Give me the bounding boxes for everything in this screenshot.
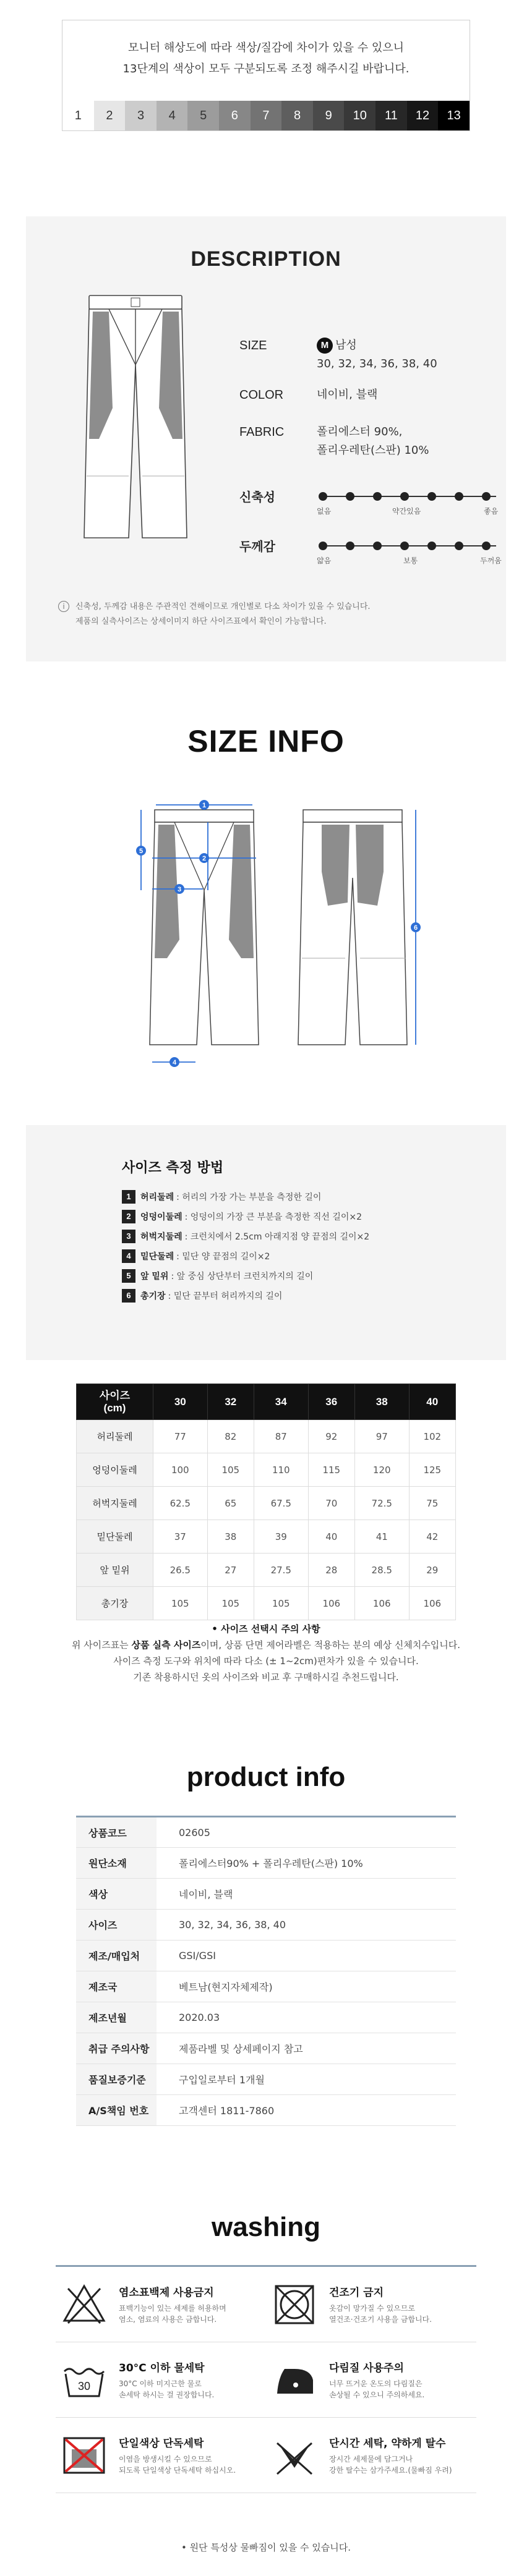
- method-name: 앞 밑위: [140, 1272, 169, 1282]
- product-info-key: 취급 주의사항: [76, 2033, 157, 2064]
- product-info-value: 폴리에스터90% + 폴리우레탄(스판) 10%: [157, 1848, 456, 1879]
- fabric-value: [317, 423, 429, 460]
- washing-item-name: 염소표백제 사용금지: [119, 2287, 214, 2299]
- size-cell: 29: [409, 1554, 455, 1587]
- thickness-label: 두께감: [239, 539, 275, 554]
- size-notes-line-1: [37, 1637, 495, 1653]
- size-cell: 26.5: [153, 1554, 208, 1587]
- measurement-method-item: [122, 1226, 468, 1246]
- size-cell: 70: [308, 1487, 354, 1520]
- monitor-calibration-notice: [62, 20, 470, 131]
- size-cell: 87: [254, 1420, 308, 1453]
- size-column-header: 34: [254, 1384, 308, 1420]
- note-line-1: 신축성, 두께감 내용은 주관적인 견해이므로 개인별로 다소 차이가 있을 수 있습니다.: [75, 602, 371, 611]
- product-info-value: GSI/GSI: [157, 1941, 456, 1971]
- measurement-method-list: [122, 1187, 468, 1306]
- gentle-wash-icon: [270, 2431, 319, 2480]
- fabric-label: FABRIC: [239, 425, 285, 439]
- product-info-key: A/S책임 번호: [76, 2095, 157, 2126]
- washing-item-name: 다림질 사용주의: [329, 2362, 404, 2374]
- product-info-value: 02605: [157, 1817, 456, 1848]
- scale-dot: [427, 492, 436, 501]
- washing-item-desc-2: 강한 탈수는 삼가주세요.(물빠짐 우려): [329, 2466, 452, 2475]
- washing-item-name: 단일색상 단독세탁: [119, 2438, 204, 2450]
- product-info-key: 상품코드: [76, 1817, 157, 1848]
- size-row-label: 허벅지둘레: [77, 1487, 153, 1520]
- size-cell: 27.5: [254, 1554, 308, 1587]
- method-number: 5: [122, 1269, 135, 1283]
- washing-row: [56, 2267, 476, 2342]
- size-notes-line-2: 사이즈 측정 도구와 위치에 따라 다소 (± 1~2cm)편차가 있을 수 있습니다.: [113, 1656, 419, 1667]
- scale-dot: [346, 492, 354, 501]
- washing-item-name: 건조기 금지: [329, 2287, 384, 2299]
- washing-item: [56, 2267, 266, 2342]
- table-row: [77, 1554, 456, 1587]
- size-cell: 102: [409, 1420, 455, 1453]
- washing-item-desc-1: 너무 뜨거운 온도의 다림질은: [329, 2379, 423, 2388]
- product-info-value: 베트남(현지자체제작): [157, 1971, 456, 2002]
- size-notes-title: • 사이즈 선택시 주의 사항: [212, 1623, 320, 1634]
- washing-item-desc-1: 이염을 방생시킬 수 있으므로: [119, 2455, 212, 2463]
- grayscale-strip: [62, 101, 470, 130]
- table-row: [77, 1453, 456, 1487]
- method-name: 총기장: [140, 1291, 166, 1301]
- table-row: [77, 1520, 456, 1554]
- grayscale-step: 8: [281, 101, 313, 130]
- washing-item-desc-2: 되도록 단일색상 단독세탁 하십시오.: [119, 2466, 236, 2475]
- washing-item-desc-1: 30°C 이하 미지근한 물로: [119, 2379, 202, 2388]
- size-value: [317, 336, 437, 373]
- size-cell: 125: [409, 1453, 455, 1487]
- washing-text: [329, 2359, 424, 2400]
- product-info-value: 구입일로부터 1개월: [157, 2064, 456, 2095]
- size-cell: 97: [354, 1420, 409, 1453]
- washing-row: [56, 2418, 476, 2493]
- size-row-label: 엉덩이둘레: [77, 1453, 153, 1487]
- measurement-method-title: 사이즈 측정 방법: [122, 1160, 224, 1176]
- stretch-word-mid: 약간있음: [392, 507, 421, 516]
- method-desc: : 허리의 가장 가는 부분을 측정한 길이: [176, 1192, 322, 1202]
- table-row: [77, 1487, 456, 1520]
- grayscale-step: 11: [375, 101, 407, 130]
- size-info-title: SIZE INFO: [187, 724, 345, 759]
- size-cell: 105: [254, 1587, 308, 1620]
- fabric-line-2: 폴리우레탄(스판) 10%: [317, 444, 429, 457]
- size-cell: 41: [354, 1520, 409, 1554]
- notes-line1-post: 이며, 상품 단면 제어라벨은 적용하는 분의 예상 신체치수입니다.: [200, 1639, 461, 1651]
- grayscale-step: 10: [344, 101, 375, 130]
- grayscale-step: 9: [313, 101, 345, 130]
- wash-30-icon: [59, 2355, 109, 2405]
- method-desc: : 밑단 양 끝점의 길이×2: [176, 1252, 270, 1262]
- scale-dot: [455, 542, 463, 550]
- size-cell: 110: [254, 1453, 308, 1487]
- notice-text: [62, 38, 470, 80]
- size-column-header: 40: [409, 1384, 455, 1420]
- scale-dot: [373, 542, 382, 550]
- size-cell: 62.5: [153, 1487, 208, 1520]
- svg-text:1: 1: [202, 802, 207, 809]
- size-table-header: [77, 1384, 456, 1420]
- size-row-label: 앞 밑위: [77, 1554, 153, 1587]
- product-info-value: 2020.03: [157, 2002, 456, 2033]
- size-column-header: 38: [354, 1384, 409, 1420]
- thickness-word-low: 얇음: [317, 556, 332, 565]
- stretch-label: 신축성: [239, 490, 275, 504]
- wash-temperature-text: 30: [77, 2379, 91, 2392]
- pants-front-illustration: [75, 291, 196, 547]
- method-name: 밑단둘레: [140, 1252, 174, 1262]
- size-cell: 40: [308, 1520, 354, 1554]
- description-title: DESCRIPTION: [191, 247, 341, 271]
- method-desc: : 크런치에서 2.5cm 아래지점 양 끝점의 길이×2: [184, 1232, 370, 1242]
- table-row: [76, 2002, 456, 2033]
- washing-care-grid: [56, 2267, 476, 2493]
- size-cell: 42: [409, 1520, 455, 1554]
- method-name: 엉덩이둘레: [140, 1212, 182, 1222]
- scale-dot: [482, 492, 491, 501]
- product-info-key: 사이즈: [76, 1910, 157, 1941]
- washing-item-desc-1: 표백기능이 있는 세제를 허용하며: [119, 2304, 226, 2313]
- size-cell: 77: [153, 1420, 208, 1453]
- table-row: [76, 1879, 456, 1910]
- method-desc: : 엉덩이의 가장 큰 부분을 측정한 직선 길이×2: [184, 1212, 363, 1222]
- product-info-value: 제품라벨 및 상세페이지 참고: [157, 2033, 456, 2064]
- scale-dot: [400, 492, 409, 501]
- washing-text: [119, 2359, 214, 2400]
- no-tumble-dry-icon: [270, 2280, 319, 2329]
- product-info-value: 고객센터 1811-7860: [157, 2095, 456, 2126]
- table-row: [76, 1971, 456, 2002]
- measurement-method-item: [122, 1187, 468, 1207]
- size-cell: 100: [153, 1453, 208, 1487]
- washing-text: [119, 2434, 236, 2476]
- product-info-key: 제조국: [76, 1971, 157, 2002]
- notice-line-1: 모니터 해상도에 따라 색상/질감에 차이가 있을 수 있으니: [127, 41, 405, 54]
- scale-dot: [319, 492, 327, 501]
- svg-text:3: 3: [177, 886, 182, 893]
- size-selection-notes: [37, 1621, 495, 1685]
- grayscale-step: 13: [438, 101, 470, 130]
- washing-item-name: 30°C 이하 물세탁: [119, 2362, 205, 2374]
- grayscale-step: 6: [219, 101, 251, 130]
- grayscale-step: 7: [251, 101, 282, 130]
- description-section: [26, 216, 506, 661]
- size-notes-line-3: 기존 착용하시던 옷의 사이즈와 비교 후 구매하시길 추천드립니다.: [133, 1672, 399, 1683]
- washing-item: [266, 2267, 476, 2342]
- size-gender: 남성: [335, 339, 357, 352]
- table-row: [76, 1848, 456, 1879]
- washing-footnote: • 원단 특성상 물빠짐이 있을 수 있습니다.: [181, 2542, 351, 2553]
- scale-dot: [427, 542, 436, 550]
- washing-text: [329, 2434, 452, 2476]
- measurement-method-item: [122, 1286, 468, 1306]
- method-number: 4: [122, 1249, 135, 1263]
- size-cell: 75: [409, 1487, 455, 1520]
- size-column-header: 30: [153, 1384, 208, 1420]
- product-info-key: 제조년월: [76, 2002, 157, 2033]
- method-number: 6: [122, 1289, 135, 1303]
- low-iron-icon: [270, 2355, 319, 2405]
- size-cell: 28: [308, 1554, 354, 1587]
- washing-item: [266, 2342, 476, 2417]
- washing-item: [56, 2418, 266, 2493]
- method-name: 허리둘레: [140, 1192, 174, 1202]
- product-info-value: 네이비, 블랙: [157, 1879, 456, 1910]
- washing-text: [119, 2284, 226, 2325]
- stretch-scale: [323, 496, 496, 497]
- table-row: [77, 1420, 456, 1453]
- size-cell: 82: [207, 1420, 254, 1453]
- size-cell: 120: [354, 1453, 409, 1487]
- product-info-key: 원단소재: [76, 1848, 157, 1879]
- method-desc: : 앞 중심 상단부터 크런치까지의 길이: [171, 1272, 314, 1282]
- method-number: 1: [122, 1190, 135, 1204]
- size-cell: 92: [308, 1420, 354, 1453]
- size-measurement-diagram: [118, 797, 427, 1082]
- color-label: COLOR: [239, 388, 284, 402]
- size-cell: 72.5: [354, 1487, 409, 1520]
- table-row: [76, 2064, 456, 2095]
- product-info-title: product info: [186, 1762, 346, 1792]
- thickness-word-high: 두꺼움: [480, 556, 502, 565]
- size-cell: 38: [207, 1520, 254, 1554]
- scale-dot: [482, 542, 491, 550]
- scale-dot: [373, 492, 382, 501]
- size-cell: 106: [409, 1587, 455, 1620]
- method-number: 3: [122, 1230, 135, 1243]
- measurement-method-item: [122, 1266, 468, 1286]
- method-desc: : 밑단 끝부터 허리까지의 길이: [168, 1291, 283, 1301]
- stretch-word-low: 없음: [317, 507, 332, 516]
- method-name: 허벅지둘레: [140, 1232, 182, 1242]
- table-row: [76, 2095, 456, 2126]
- fabric-line-1: 폴리에스터 90%,: [317, 425, 403, 438]
- notice-line-2: 13단계의 색상이 모두 구분되도록 조정 해주시길 바랍니다.: [122, 62, 410, 75]
- washing-item-desc-2: 손세탁 하시는 걸 권장합니다.: [119, 2391, 215, 2399]
- washing-item-desc-2: 열건조·건조기 사용을 금합니다.: [329, 2315, 432, 2324]
- table-row: [76, 2033, 456, 2064]
- measurement-method-item: [122, 1246, 468, 1266]
- stretch-word-high: 좋음: [484, 507, 499, 516]
- svg-text:2: 2: [202, 855, 207, 862]
- thickness-word-mid: 보통: [403, 556, 418, 565]
- washing-item: [56, 2342, 266, 2417]
- washing-item: [266, 2418, 476, 2493]
- washing-item-desc-2: 손상될 수 있으니 주의하세요.: [329, 2391, 425, 2399]
- table-row: [76, 1910, 456, 1941]
- table-row: [76, 1817, 456, 1848]
- size-cell: 106: [354, 1587, 409, 1620]
- size-column-header: 36: [308, 1384, 354, 1420]
- size-label: SIZE: [239, 339, 267, 352]
- info-icon: i: [58, 601, 69, 612]
- size-cell: 115: [308, 1453, 354, 1487]
- washing-item-desc-1: 장시간 세제물에 담그거나: [329, 2455, 413, 2463]
- grayscale-step: 4: [157, 101, 188, 130]
- size-cell: 105: [153, 1587, 208, 1620]
- notes-line1-pre: 위 사이즈표는: [71, 1639, 129, 1651]
- washing-item-desc-2: 염소, 염료의 사용은 금합니다.: [119, 2315, 217, 2324]
- measurement-method-item: [122, 1207, 468, 1226]
- size-row-label: 허리둘레: [77, 1420, 153, 1453]
- product-info-key: 제조/매입처: [76, 1941, 157, 1971]
- color-value: 네이비, 블랙: [317, 388, 378, 401]
- table-row: [77, 1587, 456, 1620]
- grayscale-step: 1: [62, 101, 94, 130]
- scale-dot: [319, 542, 327, 550]
- size-row-label: 총기장: [77, 1587, 153, 1620]
- svg-text:5: 5: [139, 848, 144, 855]
- size-chart-table: [76, 1384, 456, 1620]
- gender-badge: M: [317, 338, 333, 354]
- separate-wash-icon: [59, 2431, 109, 2480]
- notes-line1-bold: 상품 실측 사이즈: [131, 1639, 201, 1651]
- thickness-scale: [323, 545, 496, 546]
- size-cell: 106: [308, 1587, 354, 1620]
- washing-text: [329, 2284, 432, 2325]
- size-cell: 28.5: [354, 1554, 409, 1587]
- product-info-key: 품질보증기준: [76, 2064, 157, 2095]
- product-info-value: 30, 32, 34, 36, 38, 40: [157, 1910, 456, 1941]
- svg-text:6: 6: [413, 924, 418, 932]
- grayscale-step: 12: [407, 101, 439, 130]
- method-number: 2: [122, 1210, 135, 1223]
- size-cell: 65: [207, 1487, 254, 1520]
- product-info-key: 색상: [76, 1879, 157, 1910]
- size-table-corner: 사이즈 (cm): [77, 1384, 153, 1420]
- size-cell: 105: [207, 1453, 254, 1487]
- size-list: 30, 32, 34, 36, 38, 40: [317, 357, 437, 370]
- scale-dot: [400, 542, 409, 550]
- size-cell: 105: [207, 1587, 254, 1620]
- grayscale-step: 3: [125, 101, 157, 130]
- grayscale-step: 5: [187, 101, 219, 130]
- washing-title: washing: [211, 2212, 321, 2242]
- size-row-label: 밑단둘레: [77, 1520, 153, 1554]
- washing-row: [56, 2342, 476, 2418]
- product-info-table: [76, 1816, 456, 2126]
- size-column-header: 32: [207, 1384, 254, 1420]
- scale-dot: [346, 542, 354, 550]
- table-row: [76, 1941, 456, 1971]
- washing-item-name: 단시간 세탁, 약하게 탈수: [329, 2438, 446, 2450]
- size-cell: 67.5: [254, 1487, 308, 1520]
- measurement-method-box: [26, 1125, 506, 1360]
- size-cell: 39: [254, 1520, 308, 1554]
- note-line-2: 제품의 실측사이즈는 상세이미지 하단 사이즈표에서 확인이 가능합니다.: [75, 617, 327, 626]
- washing-item-desc-1: 옷감이 망가질 수 있으므로: [329, 2304, 415, 2313]
- grayscale-step: 2: [94, 101, 126, 130]
- scale-dot: [455, 492, 463, 501]
- size-cell: 27: [207, 1554, 254, 1587]
- svg-text:4: 4: [172, 1059, 177, 1066]
- size-cell: 37: [153, 1520, 208, 1554]
- no-bleach-icon: [59, 2280, 109, 2329]
- description-note: [58, 600, 491, 629]
